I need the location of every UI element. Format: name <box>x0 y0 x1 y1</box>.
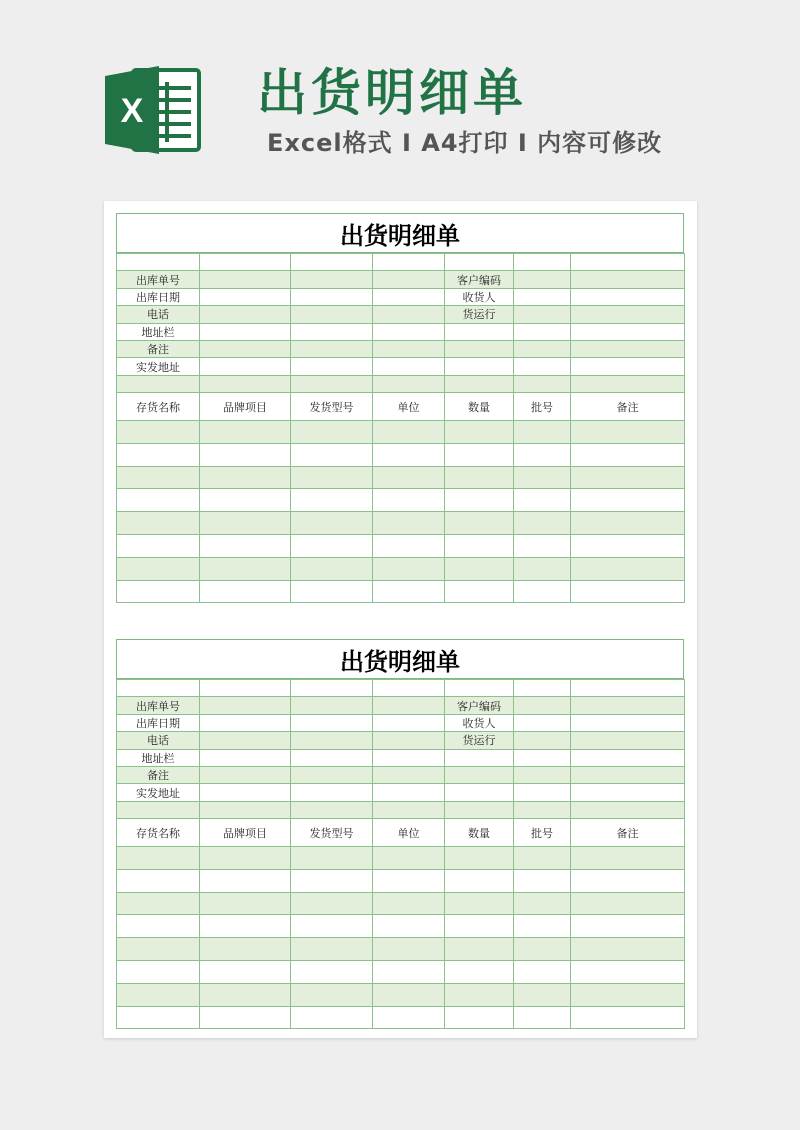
info-cell[interactable] <box>200 375 291 392</box>
info-cell[interactable] <box>571 340 685 357</box>
info-right-label: 收货人 <box>445 288 514 305</box>
column-header: 发货型号 <box>291 819 373 847</box>
table-row <box>117 512 685 535</box>
info-right-label: 客户编码 <box>445 697 514 714</box>
table-row <box>117 534 685 557</box>
table-row <box>117 938 685 961</box>
form-title: 出货明细单 <box>116 213 684 253</box>
header-row <box>117 393 685 421</box>
info-cell[interactable] <box>373 714 445 731</box>
info-cell[interactable] <box>291 288 373 305</box>
info-cell[interactable] <box>291 323 373 340</box>
table-cell[interactable] <box>445 983 514 1006</box>
info-left-label: 地址栏 <box>117 749 200 766</box>
form-title: 出货明细单 <box>116 639 684 679</box>
info-row <box>117 714 685 731</box>
info-cell[interactable] <box>117 254 200 271</box>
info-cell[interactable] <box>514 697 571 714</box>
table-cell[interactable] <box>514 938 571 961</box>
info-cell[interactable] <box>291 306 373 323</box>
info-cell[interactable] <box>445 766 514 783</box>
info-cell[interactable] <box>373 697 445 714</box>
table-cell[interactable] <box>571 869 685 892</box>
info-cell[interactable] <box>117 375 200 392</box>
info-left-label: 出库单号 <box>117 697 200 714</box>
table-cell[interactable] <box>373 489 445 512</box>
banner-subtitle: Excel格式 Ⅰ A4打印 Ⅰ 内容可修改 <box>267 129 663 157</box>
info-cell[interactable] <box>514 288 571 305</box>
table-cell[interactable] <box>200 580 291 603</box>
column-header: 发货型号 <box>291 393 373 421</box>
info-left-label: 电话 <box>117 306 200 323</box>
info-row <box>117 375 685 392</box>
table-cell[interactable] <box>200 915 291 938</box>
info-left-label: 出库日期 <box>117 714 200 731</box>
table-cell[interactable] <box>514 557 571 580</box>
table-cell[interactable] <box>291 443 373 466</box>
info-cell[interactable] <box>514 732 571 749</box>
info-cell[interactable] <box>291 254 373 271</box>
table-cell[interactable] <box>117 915 200 938</box>
table-cell[interactable] <box>514 960 571 983</box>
column-header: 单位 <box>373 393 445 421</box>
info-cell[interactable] <box>200 271 291 288</box>
table-cell[interactable] <box>514 847 571 870</box>
table-cell[interactable] <box>200 421 291 444</box>
info-row <box>117 697 685 714</box>
info-cell[interactable] <box>373 801 445 818</box>
info-cell[interactable] <box>514 680 571 697</box>
column-header: 批号 <box>514 393 571 421</box>
table-cell[interactable] <box>445 892 514 915</box>
table-cell[interactable] <box>373 983 445 1006</box>
table-cell[interactable] <box>571 983 685 1006</box>
table-cell[interactable] <box>445 915 514 938</box>
table-cell[interactable] <box>571 443 685 466</box>
table-cell[interactable] <box>571 960 685 983</box>
table-cell[interactable] <box>291 869 373 892</box>
info-left-label: 实发地址 <box>117 358 200 375</box>
table-cell[interactable] <box>291 847 373 870</box>
info-cell[interactable] <box>200 288 291 305</box>
table-cell[interactable] <box>291 489 373 512</box>
info-cell[interactable] <box>291 749 373 766</box>
info-cell[interactable] <box>291 375 373 392</box>
info-cell[interactable] <box>291 714 373 731</box>
info-cell[interactable] <box>571 732 685 749</box>
table-cell[interactable] <box>200 489 291 512</box>
info-cell[interactable] <box>200 714 291 731</box>
table-cell[interactable] <box>571 421 685 444</box>
info-cell[interactable] <box>571 254 685 271</box>
column-header: 存货名称 <box>117 819 200 847</box>
info-cell[interactable] <box>514 271 571 288</box>
table-cell[interactable] <box>445 466 514 489</box>
table-cell[interactable] <box>291 938 373 961</box>
table-cell[interactable] <box>571 466 685 489</box>
info-cell[interactable] <box>373 766 445 783</box>
info-cell[interactable] <box>373 323 445 340</box>
info-right-label: 收货人 <box>445 714 514 731</box>
info-cell[interactable] <box>514 375 571 392</box>
table-cell[interactable] <box>117 580 200 603</box>
table-cell[interactable] <box>445 580 514 603</box>
table-cell[interactable] <box>445 1006 514 1029</box>
table-cell[interactable] <box>373 466 445 489</box>
table-cell[interactable] <box>200 512 291 535</box>
table-cell[interactable] <box>445 847 514 870</box>
info-cell[interactable] <box>200 254 291 271</box>
table-cell[interactable] <box>514 466 571 489</box>
info-right-label: 客户编码 <box>445 271 514 288</box>
table-cell[interactable] <box>514 915 571 938</box>
items-table <box>116 392 685 603</box>
info-cell[interactable] <box>200 323 291 340</box>
info-cell[interactable] <box>514 749 571 766</box>
info-cell[interactable] <box>571 323 685 340</box>
info-cell[interactable] <box>200 801 291 818</box>
info-cell[interactable] <box>514 784 571 801</box>
table-cell[interactable] <box>117 421 200 444</box>
info-cell[interactable] <box>514 254 571 271</box>
info-cell[interactable] <box>445 784 514 801</box>
table-cell[interactable] <box>291 421 373 444</box>
table-row <box>117 983 685 1006</box>
table-row <box>117 869 685 892</box>
table-cell[interactable] <box>373 534 445 557</box>
column-header: 品牌项目 <box>200 393 291 421</box>
banner-title: 出货明细单 <box>257 64 527 122</box>
table-cell[interactable] <box>571 892 685 915</box>
table-cell[interactable] <box>571 580 685 603</box>
info-cell[interactable] <box>514 340 571 357</box>
info-cell[interactable] <box>445 375 514 392</box>
table-cell[interactable] <box>373 892 445 915</box>
info-row <box>117 680 685 697</box>
column-header: 品牌项目 <box>200 819 291 847</box>
table-cell[interactable] <box>514 869 571 892</box>
info-row <box>117 732 685 749</box>
table-cell[interactable] <box>571 847 685 870</box>
table-cell[interactable] <box>117 892 200 915</box>
table-cell[interactable] <box>200 938 291 961</box>
info-cell[interactable] <box>445 680 514 697</box>
column-header: 备注 <box>571 393 685 421</box>
table-cell[interactable] <box>373 512 445 535</box>
info-cell[interactable] <box>291 801 373 818</box>
table-cell[interactable] <box>117 1006 200 1029</box>
column-header: 数量 <box>445 393 514 421</box>
info-left-label: 电话 <box>117 732 200 749</box>
info-cell[interactable] <box>291 766 373 783</box>
table-cell[interactable] <box>291 1006 373 1029</box>
table-cell[interactable] <box>117 847 200 870</box>
table-cell[interactable] <box>200 960 291 983</box>
info-cell[interactable] <box>291 784 373 801</box>
table-cell[interactable] <box>514 534 571 557</box>
table-cell[interactable] <box>373 1006 445 1029</box>
info-cell[interactable] <box>445 358 514 375</box>
table-cell[interactable] <box>291 983 373 1006</box>
info-cell[interactable] <box>373 784 445 801</box>
info-cell[interactable] <box>200 680 291 697</box>
table-row <box>117 557 685 580</box>
info-row <box>117 323 685 340</box>
table-row <box>117 466 685 489</box>
info-row <box>117 801 685 818</box>
info-cell[interactable] <box>291 697 373 714</box>
info-cell[interactable] <box>291 340 373 357</box>
info-cell[interactable] <box>373 732 445 749</box>
items-table <box>116 818 685 1029</box>
info-row <box>117 288 685 305</box>
table-row <box>117 960 685 983</box>
table-cell[interactable] <box>200 847 291 870</box>
info-cell[interactable] <box>200 340 291 357</box>
info-cell[interactable] <box>373 749 445 766</box>
table-cell[interactable] <box>571 534 685 557</box>
column-header: 存货名称 <box>117 393 200 421</box>
info-cell[interactable] <box>514 766 571 783</box>
table-cell[interactable] <box>571 512 685 535</box>
info-cell[interactable] <box>571 801 685 818</box>
table-cell[interactable] <box>117 466 200 489</box>
info-cell[interactable] <box>514 323 571 340</box>
info-cell[interactable] <box>373 358 445 375</box>
info-left-label: 出库单号 <box>117 271 200 288</box>
info-row <box>117 254 685 271</box>
table-cell[interactable] <box>445 534 514 557</box>
table-cell[interactable] <box>373 421 445 444</box>
info-right-label: 货运行 <box>445 306 514 323</box>
info-left-label: 出库日期 <box>117 288 200 305</box>
table-cell[interactable] <box>117 983 200 1006</box>
info-row <box>117 749 685 766</box>
table-row <box>117 915 685 938</box>
info-cell[interactable] <box>200 784 291 801</box>
info-cell[interactable] <box>514 358 571 375</box>
table-cell[interactable] <box>200 443 291 466</box>
info-cell[interactable] <box>571 358 685 375</box>
header-row <box>117 819 685 847</box>
table-cell[interactable] <box>291 534 373 557</box>
table-row <box>117 421 685 444</box>
table-cell[interactable] <box>117 534 200 557</box>
info-cell[interactable] <box>571 680 685 697</box>
info-cell[interactable] <box>571 375 685 392</box>
table-cell[interactable] <box>117 489 200 512</box>
info-left-label: 备注 <box>117 766 200 783</box>
info-table <box>116 253 685 393</box>
table-cell[interactable] <box>445 443 514 466</box>
table-cell[interactable] <box>117 512 200 535</box>
table-cell[interactable] <box>117 869 200 892</box>
info-cell[interactable] <box>291 732 373 749</box>
table-cell[interactable] <box>514 580 571 603</box>
table-cell[interactable] <box>117 938 200 961</box>
table-cell[interactable] <box>373 915 445 938</box>
column-header: 数量 <box>445 819 514 847</box>
info-cell[interactable] <box>117 680 200 697</box>
info-table <box>116 679 685 819</box>
table-row <box>117 892 685 915</box>
info-cell[interactable] <box>571 714 685 731</box>
table-cell[interactable] <box>291 915 373 938</box>
table-cell[interactable] <box>571 557 685 580</box>
info-row <box>117 306 685 323</box>
table-cell[interactable] <box>117 557 200 580</box>
table-cell[interactable] <box>445 938 514 961</box>
info-cell[interactable] <box>445 749 514 766</box>
info-cell[interactable] <box>571 749 685 766</box>
table-cell[interactable] <box>373 580 445 603</box>
column-header: 单位 <box>373 819 445 847</box>
info-cell[interactable] <box>445 254 514 271</box>
column-header: 批号 <box>514 819 571 847</box>
info-cell[interactable] <box>373 306 445 323</box>
info-cell[interactable] <box>571 784 685 801</box>
table-cell[interactable] <box>571 489 685 512</box>
table-cell[interactable] <box>291 557 373 580</box>
table-cell[interactable] <box>571 938 685 961</box>
table-row <box>117 1006 685 1029</box>
table-cell[interactable] <box>200 892 291 915</box>
info-cell[interactable] <box>200 697 291 714</box>
table-cell[interactable] <box>373 938 445 961</box>
banner <box>0 0 800 200</box>
info-cell[interactable] <box>373 375 445 392</box>
column-header: 备注 <box>571 819 685 847</box>
table-cell[interactable] <box>514 443 571 466</box>
info-cell[interactable] <box>373 254 445 271</box>
info-row <box>117 358 685 375</box>
table-cell[interactable] <box>200 534 291 557</box>
info-cell[interactable] <box>514 801 571 818</box>
info-row <box>117 766 685 783</box>
table-cell[interactable] <box>571 915 685 938</box>
table-cell[interactable] <box>200 983 291 1006</box>
info-cell[interactable] <box>373 340 445 357</box>
info-cell[interactable] <box>373 288 445 305</box>
table-cell[interactable] <box>291 892 373 915</box>
table-cell[interactable] <box>291 466 373 489</box>
table-row <box>117 847 685 870</box>
info-row <box>117 340 685 357</box>
table-cell[interactable] <box>117 960 200 983</box>
table-row <box>117 489 685 512</box>
table-cell[interactable] <box>514 489 571 512</box>
info-cell[interactable] <box>571 306 685 323</box>
info-cell[interactable] <box>514 714 571 731</box>
table-cell[interactable] <box>514 421 571 444</box>
info-cell[interactable] <box>117 801 200 818</box>
info-left-label: 备注 <box>117 340 200 357</box>
table-cell[interactable] <box>445 960 514 983</box>
info-cell[interactable] <box>200 358 291 375</box>
table-row <box>117 443 685 466</box>
info-cell[interactable] <box>200 306 291 323</box>
info-row <box>117 784 685 801</box>
excel-logo-letter: X <box>120 92 144 130</box>
info-right-label: 货运行 <box>445 732 514 749</box>
info-row <box>117 271 685 288</box>
table-cell[interactable] <box>117 443 200 466</box>
info-cell[interactable] <box>445 801 514 818</box>
info-cell[interactable] <box>200 766 291 783</box>
table-cell[interactable] <box>373 847 445 870</box>
table-cell[interactable] <box>373 960 445 983</box>
table-cell[interactable] <box>200 466 291 489</box>
table-cell[interactable] <box>514 1006 571 1029</box>
table-cell[interactable] <box>373 443 445 466</box>
table-cell[interactable] <box>200 557 291 580</box>
info-left-label: 实发地址 <box>117 784 200 801</box>
info-cell[interactable] <box>373 271 445 288</box>
table-cell[interactable] <box>200 1006 291 1029</box>
table-cell[interactable] <box>200 869 291 892</box>
info-cell[interactable] <box>571 288 685 305</box>
table-cell[interactable] <box>445 489 514 512</box>
info-cell[interactable] <box>291 358 373 375</box>
table-cell[interactable] <box>291 512 373 535</box>
table-row <box>117 580 685 603</box>
info-left-label: 地址栏 <box>117 323 200 340</box>
table-cell[interactable] <box>445 421 514 444</box>
table-cell[interactable] <box>445 869 514 892</box>
table-cell[interactable] <box>445 512 514 535</box>
info-cell[interactable] <box>373 680 445 697</box>
table-cell[interactable] <box>514 892 571 915</box>
info-cell[interactable] <box>200 749 291 766</box>
info-cell[interactable] <box>514 306 571 323</box>
excel-logo-icon <box>103 62 205 158</box>
info-cell[interactable] <box>291 271 373 288</box>
info-cell[interactable] <box>445 340 514 357</box>
table-cell[interactable] <box>514 512 571 535</box>
table-cell[interactable] <box>291 960 373 983</box>
info-cell[interactable] <box>200 732 291 749</box>
info-cell[interactable] <box>571 271 685 288</box>
table-cell[interactable] <box>291 580 373 603</box>
info-cell[interactable] <box>571 766 685 783</box>
info-cell[interactable] <box>445 323 514 340</box>
info-cell[interactable] <box>571 697 685 714</box>
table-cell[interactable] <box>373 557 445 580</box>
info-cell[interactable] <box>291 680 373 697</box>
table-cell[interactable] <box>445 557 514 580</box>
table-cell[interactable] <box>373 869 445 892</box>
table-cell[interactable] <box>571 1006 685 1029</box>
table-cell[interactable] <box>514 983 571 1006</box>
